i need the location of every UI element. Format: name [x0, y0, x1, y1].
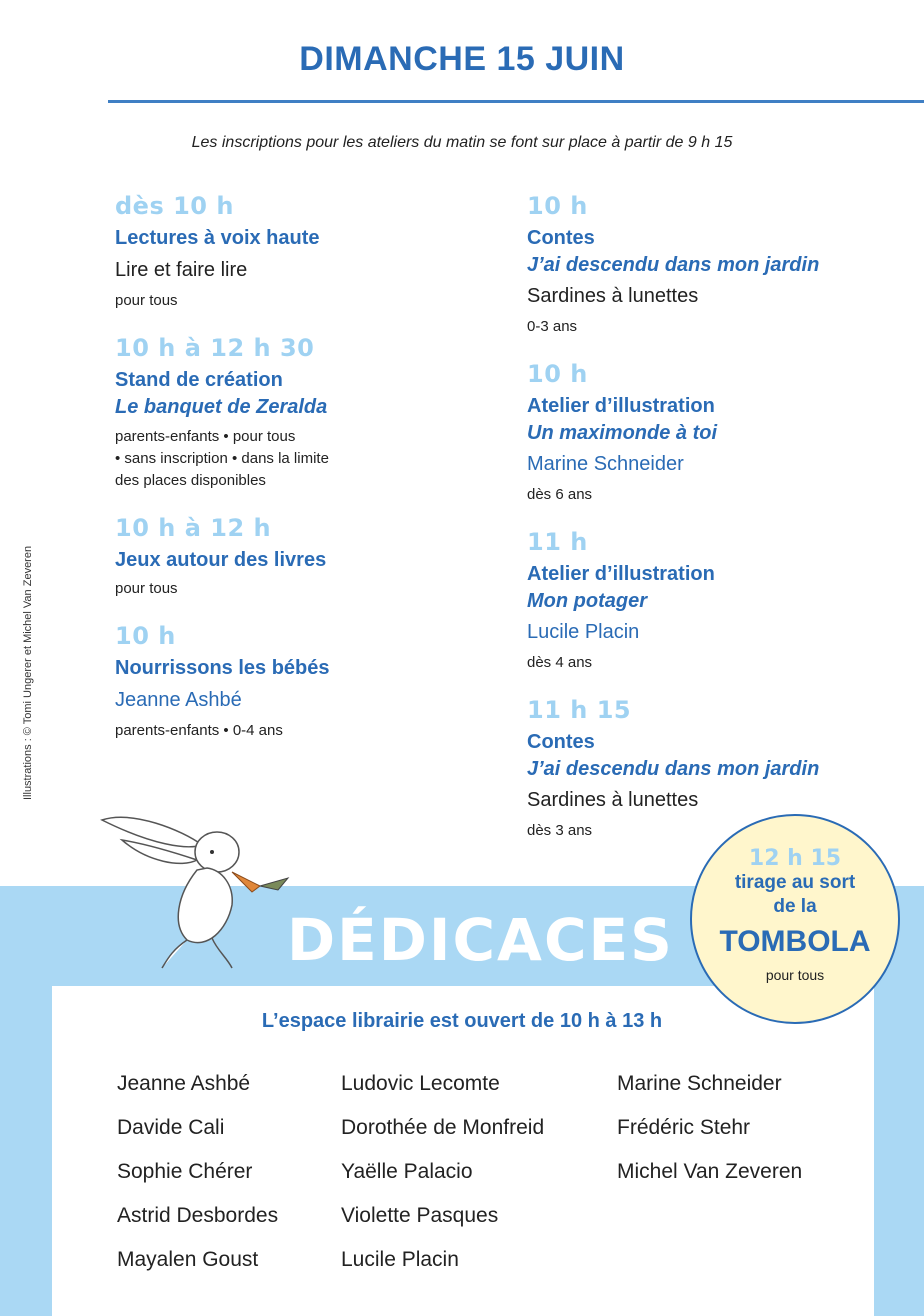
author-name: Yaëlle Palacio	[341, 1160, 473, 1183]
event-title: Contes	[527, 731, 595, 753]
event-title: Lectures à voix haute	[115, 227, 320, 249]
event-condition: des places disponibles	[115, 472, 266, 489]
event-atelier-potager	[527, 526, 907, 674]
author-name: Dorothée de Monfreid	[341, 1116, 545, 1139]
event-audience: parents-enfants • 0-4 ans	[115, 722, 283, 739]
event-host: Sardines à lunettes	[527, 789, 699, 811]
event-subtitle: J’ai descendu dans mon jardin	[527, 254, 820, 276]
event-title: Contes	[527, 227, 595, 249]
event-title: Jeux autour des livres	[115, 549, 327, 571]
tombola-badge	[690, 814, 900, 1024]
event-audience: parents-enfants • pour tous	[115, 428, 296, 445]
page-title: DIMANCHE 15 JUIN	[299, 40, 625, 78]
illustration-credit: Illustrations : © Tomi Ungerer et Michel Van Zeveren	[22, 545, 34, 800]
event-audience: pour tous	[115, 292, 178, 309]
bookshop-hours: L’espace librairie est ouvert de 10 h à 13 h	[261, 1010, 663, 1032]
author-name: Violette Pasques	[341, 1204, 499, 1227]
event-audience: dès 3 ans	[527, 822, 593, 839]
event-audience: 0-3 ans	[527, 318, 578, 335]
event-title: Atelier d’illustration	[527, 563, 715, 585]
event-nourrissons	[115, 620, 495, 742]
tombola-line2: de la	[773, 896, 817, 917]
event-time: 10 h	[527, 360, 588, 388]
event-time: dès 10 h	[115, 192, 234, 220]
authors-column-2	[341, 1062, 544, 1282]
event-time: 11 h	[527, 528, 588, 556]
event-audience: dès 4 ans	[527, 654, 593, 671]
event-time: 10 h	[115, 622, 176, 650]
event-host: Lucile Placin	[527, 621, 640, 643]
author-name: Astrid Desbordes	[117, 1204, 279, 1227]
author-name: Ludovic Lecomte	[341, 1072, 500, 1095]
author-name: Sophie Chérer	[117, 1160, 253, 1183]
event-host: Sardines à lunettes	[527, 285, 699, 307]
dedicaces-title: DÉDICACES	[287, 906, 674, 974]
event-condition: • sans inscription • dans la limite	[115, 450, 329, 467]
registration-note: Les inscriptions pour les ateliers du matin se font sur place à partir de 9 h 15	[191, 134, 733, 151]
event-atelier-maximonde	[527, 358, 907, 506]
tombola-title: TOMBOLA	[719, 925, 871, 958]
schedule-left-column	[115, 190, 495, 762]
tombola-audience: pour tous	[765, 967, 825, 983]
tombola-line1: tirage au sort	[734, 872, 856, 893]
author-name: Davide Cali	[117, 1116, 225, 1139]
event-subtitle: J’ai descendu dans mon jardin	[527, 758, 820, 780]
event-title: Nourrissons les bébés	[115, 657, 330, 679]
rabbit-illustration	[92, 800, 312, 980]
event-host: Lire et faire lire	[115, 259, 248, 281]
event-stand-creation	[115, 332, 495, 492]
event-time: 10 h à 12 h	[115, 514, 272, 542]
event-host: Marine Schneider	[527, 453, 684, 475]
event-audience: pour tous	[115, 580, 178, 597]
event-jeux	[115, 512, 495, 600]
event-subtitle: Le banquet de Zeralda	[115, 396, 328, 418]
event-audience: dès 6 ans	[527, 486, 593, 503]
authors-column-1	[117, 1062, 278, 1282]
event-subtitle: Un maximonde à toi	[527, 422, 718, 444]
event-title: Stand de création	[115, 369, 283, 391]
author-name: Jeanne Ashbé	[117, 1072, 251, 1095]
author-name: Mayalen Goust	[117, 1248, 259, 1271]
authors-column-3	[617, 1062, 802, 1194]
event-host: Jeanne Ashbé	[115, 689, 242, 711]
event-subtitle: Mon potager	[527, 590, 647, 612]
title-divider	[108, 100, 924, 103]
event-contes-1	[527, 190, 907, 338]
event-title: Atelier d’illustration	[527, 395, 715, 417]
author-name: Frédéric Stehr	[617, 1116, 751, 1139]
event-contes-2	[527, 694, 907, 842]
event-time: 10 h à 12 h 30	[115, 334, 315, 362]
event-lectures	[115, 190, 495, 312]
author-name: Lucile Placin	[341, 1248, 459, 1271]
author-name: Michel Van Zeveren	[617, 1160, 803, 1183]
schedule-right-column	[527, 190, 907, 862]
event-time: 10 h	[527, 192, 588, 220]
tombola-time: 12 h 15	[748, 846, 842, 871]
author-name: Marine Schneider	[617, 1072, 782, 1095]
event-time: 11 h 15	[527, 696, 632, 724]
